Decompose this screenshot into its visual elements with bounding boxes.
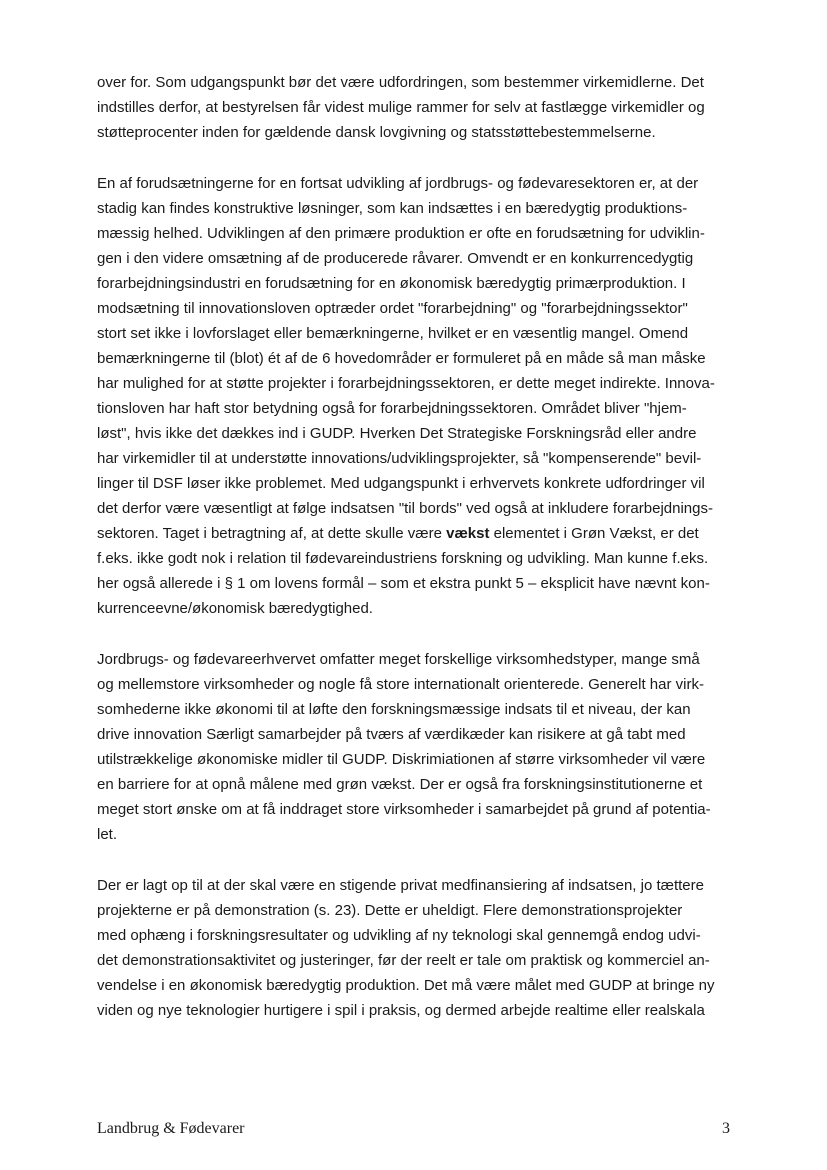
paragraph-2-line-14: det derfor være væsentligt at følge indsatsen "til bords" ved også at inkludere forarbejdnings- bbox=[97, 500, 713, 517]
paragraph-2-line-7: stort set ikke i lovforslaget eller bemærkningerne, hvilket er en væsentlig mangel. Omend bbox=[97, 325, 689, 342]
paragraph-2-line-17: her også allerede i § 1 om lovens formål – som et ekstra punkt 5 – eksplicit have nævnt kon- bbox=[97, 575, 710, 592]
paragraph-2-line-5: forarbejdningsindustri en forudsætning for en økonomisk bæredygtig primærproduktion. I bbox=[97, 275, 686, 292]
paragraph-3-line-6: en barriere for at opnå målene med grøn vækst. Der er også fra forskningsinstitutionerne et bbox=[97, 776, 703, 793]
paragraph-3-line-2: og mellemstore virksomheder og nogle få store internationalt orienterede. Generelt har virk- bbox=[97, 676, 704, 693]
paragraph-2-line-15 bbox=[97, 524, 737, 544]
paragraph-2-line-16: f.eks. ikke godt nok i relation til fødevareindustriens forskning og udvikling. Man kunne f.eks. bbox=[97, 550, 709, 567]
paragraph-2-line-12: har virkemidler til at understøtte innovations/udviklingsprojekter, så "kompenserende" bevil- bbox=[97, 450, 702, 467]
paragraph-4-line-2: projekterne er på demonstration (s. 23). Dette er uheldigt. Flere demonstrationsprojekter bbox=[97, 902, 683, 919]
paragraph-2-line-18: kurrenceevne/økonomisk bæredygtighed. bbox=[97, 600, 373, 617]
bold-line-before: sektoren. Taget i betragtning af, at dette skulle være bbox=[97, 525, 447, 542]
paragraph-2-line-6: modsætning til innovationsloven optræder ordet "forarbejdning" og "forarbejdningssektor" bbox=[97, 300, 688, 317]
paragraph-3-line-5: utilstrækkelige økonomiske midler til GUDP. Diskrimiationen af større virksomheder vil være bbox=[97, 751, 706, 768]
paragraph-2-line-1: En af forudsætningerne for en fortsat udvikling af jordbrugs- og fødevaresektoren er, at der bbox=[97, 175, 699, 192]
paragraph-4-line-6: viden og nye teknologier hurtigere i spil i praksis, og dermed arbejde realtime eller realskala bbox=[97, 1002, 705, 1019]
paragraph-2-line-8: bemærkningerne til (blot) ét af de 6 hovedområder er formuleret på en måde så man måske bbox=[97, 350, 706, 367]
paragraph-2-line-4: gen i den videre omsætning af de producerede råvarer. Omvendt er en konkurrencedygtig bbox=[97, 250, 694, 267]
paragraph-2-line-2: stadig kan findes konstruktive løsninger, som kan indsættes i en bæredygtig produktions- bbox=[97, 200, 688, 217]
paragraph-1-line-3: støtteprocenter inden for gældende dansk lovgivning og statsstøttebestemmelserne. bbox=[97, 124, 656, 141]
paragraph-3-line-1: Jordbrugs- og fødevareerhvervet omfatter meget forskellige virksomhedstyper, mange små bbox=[97, 651, 700, 668]
paragraph-4-line-1: Der er lagt op til at der skal være en stigende privat medfinansiering af indsatsen, jo tættere bbox=[97, 877, 704, 894]
footer-organization: Landbrug & Fødevarer bbox=[97, 1120, 245, 1137]
paragraph-1-line-1: over for. Som udgangspunkt bør det være udfordringen, som bestemmer virkemidlerne. Det bbox=[97, 74, 704, 91]
paragraph-4-line-4: det demonstrationsaktivitet og justeringer, før der reelt er tale om praktisk og kommerciel an- bbox=[97, 952, 710, 969]
paragraph-2-line-10: tionsloven har haft stor betydning også for forarbejdningssektoren. Området bliver "hjem- bbox=[97, 400, 687, 417]
paragraph-4-line-5: vendelse i en økonomisk bæredygtig produktion. Det må være målet med GUDP at bringe ny bbox=[97, 977, 715, 994]
paragraph-3-line-4: drive innovation Særligt samarbejder på tværs af værdikæder kan risikere at gå tabt med bbox=[97, 726, 686, 743]
paragraph-3-line-7: meget stort ønske om at få inddraget store virksomheder i samarbejdet på grund af potentia- bbox=[97, 801, 711, 818]
bold-word: vækst bbox=[446, 525, 490, 542]
paragraph-2-line-13: linger til DSF løser ikke problemet. Med udgangspunkt i erhvervets konkrete udfordringer vil bbox=[97, 475, 705, 492]
page-number: 3 bbox=[722, 1120, 730, 1137]
paragraph-2-line-3: mæssig helhed. Udviklingen af den primære produktion er ofte en forudsætning for udviklin- bbox=[97, 225, 705, 242]
bold-line-after: elementet i Grøn Vækst, er det bbox=[489, 525, 699, 542]
paragraph-3-line-8: let. bbox=[97, 826, 118, 843]
paragraph-4-line-3: med ophæng i forskningsresultater og udvikling af ny teknologi skal gennemgå endog udvi- bbox=[97, 927, 701, 944]
paragraph-3-line-3: somhederne ikke økonomi til at løfte den forskningsmæssige indsats til et niveau, der kan bbox=[97, 701, 691, 718]
paragraph-1-line-2: indstilles derfor, at bestyrelsen får videst mulige rammer for selv at fastlægge virkemidler og bbox=[97, 99, 705, 116]
paragraph-2-line-9: har mulighed for at støtte projekter i forarbejdningssektoren, er dette meget indirekte. Innova- bbox=[97, 375, 715, 392]
paragraph-2-line-11: løst", hvis ikke det dækkes ind i GUDP. Hverken Det Strategiske Forskningsråd eller andre bbox=[97, 425, 697, 442]
